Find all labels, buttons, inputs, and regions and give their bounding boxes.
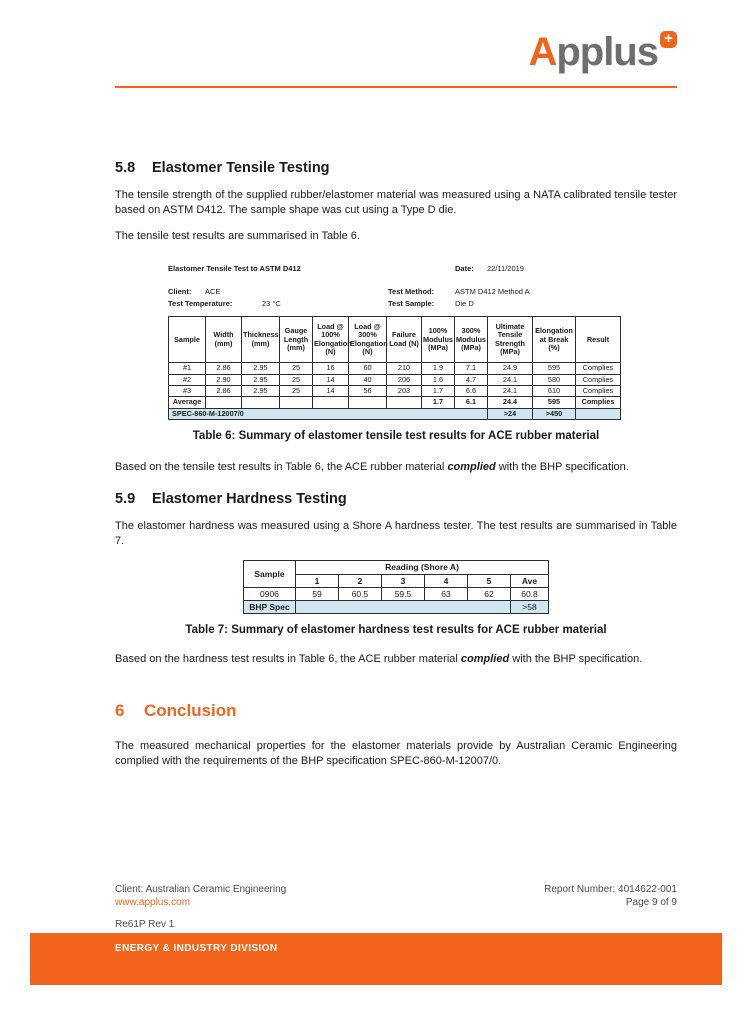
cell: 1.6 <box>422 374 455 385</box>
page-number: Page 9 of 9 <box>625 897 677 908</box>
col-header: Ultimate Tensile Strength (MPa) <box>488 317 533 363</box>
cell <box>242 397 280 408</box>
section-title: Elastomer Hardness Testing <box>152 490 347 507</box>
tensile-summary-paragraph: The tensile test results are summarised in Table 6. <box>115 230 360 243</box>
col-header: Load @ 100% Elongation (N) <box>313 317 349 363</box>
tensile-result-paragraph <box>115 460 677 475</box>
col-header: 3 <box>381 574 424 587</box>
cell: 0906 <box>243 587 295 600</box>
cell: #3 <box>169 385 206 396</box>
page-footer <box>115 883 677 930</box>
cell: 1.9 <box>422 363 455 374</box>
cell: 24.1 <box>488 374 533 385</box>
cell: 610 <box>533 385 576 396</box>
col-header: 4 <box>424 574 467 587</box>
cell: Complies <box>576 363 621 374</box>
logo-rest: pplus <box>556 30 658 74</box>
col-header: Ave <box>510 574 548 587</box>
cell: 40 <box>349 374 387 385</box>
cell: 59 <box>295 587 338 600</box>
cell: Complies <box>576 397 621 408</box>
hardness-results-table <box>243 560 549 614</box>
col-header: 2 <box>338 574 381 587</box>
col-header: Thickness (mm) <box>242 317 280 363</box>
report-number: Report Number: 4014622-001 <box>544 884 677 895</box>
hardness-result-paragraph <box>115 652 677 667</box>
cell <box>349 397 387 408</box>
cell: 2.90 <box>206 374 242 385</box>
col-header: Width (mm) <box>206 317 242 363</box>
table-row <box>243 587 548 600</box>
applus-logo-text <box>528 30 658 74</box>
cell: 6.6 <box>455 385 488 396</box>
col-header: Load @ 300% Elongation (N) <box>349 317 387 363</box>
cell: 24.1 <box>488 385 533 396</box>
cell: Average <box>169 397 206 408</box>
text: with the BHP specification. <box>509 653 643 666</box>
cell: 1.7 <box>422 397 455 408</box>
cell: 62 <box>467 587 510 600</box>
spec-ave: >58 <box>510 600 548 613</box>
cell: 6.1 <box>455 397 488 408</box>
bhp-spec-row <box>243 600 548 613</box>
cell: Complies <box>576 385 621 396</box>
test-temperature-label: Test Temperature: <box>168 299 233 309</box>
spec-row <box>169 408 621 419</box>
sample-header: Sample <box>243 561 295 587</box>
plus-badge-icon: + <box>660 31 677 48</box>
cell: Complies <box>576 374 621 385</box>
spec-result <box>576 408 621 419</box>
cell: 25 <box>280 363 313 374</box>
cell: 2.95 <box>242 385 280 396</box>
cell <box>387 397 422 408</box>
tensile-results-table <box>168 316 621 420</box>
col-header: Elongation at Break (%) <box>533 317 576 363</box>
division-banner: ENERGY & INDUSTRY DIVISION <box>30 933 722 985</box>
cell: 4.7 <box>455 374 488 385</box>
test-temperature-value: 23 °C <box>262 299 281 309</box>
cell: 25 <box>280 385 313 396</box>
cell <box>280 397 313 408</box>
page-header <box>115 0 677 88</box>
section-number: 6 <box>115 700 125 720</box>
test-method-value: ASTM D412 Method A <box>455 287 530 297</box>
cell: 7.1 <box>455 363 488 374</box>
table-row <box>169 385 621 396</box>
applus-url-link[interactable]: www.applus.com <box>115 897 191 908</box>
spec-label: BHP Spec <box>243 600 295 613</box>
col-header: Result <box>576 317 621 363</box>
client-value: ACE <box>205 287 221 297</box>
section-title: Conclusion <box>144 700 237 720</box>
cell: 56 <box>349 385 387 396</box>
section-6-heading <box>115 701 677 721</box>
test-sample-value: Die D <box>455 299 474 309</box>
cell: 210 <box>387 363 422 374</box>
table7-caption: Table 7: Summary of elastomer hardness test results for ACE rubber material <box>185 624 607 637</box>
section-5-9-heading <box>115 491 677 507</box>
cell: 580 <box>533 374 576 385</box>
client-label: Client: <box>168 287 192 297</box>
text: Based on the hardness test results in Table 6, the ACE rubber material <box>115 653 461 666</box>
date-label: Date: <box>455 264 474 274</box>
col-header: Gauge Length (mm) <box>280 317 313 363</box>
cell: 24.4 <box>488 397 533 408</box>
table-row <box>169 374 621 385</box>
col-header: 300% Modulus (MPa) <box>455 317 488 363</box>
tensile-meta-row-1 <box>168 264 620 276</box>
cell: 2.95 <box>242 374 280 385</box>
emphasized-word: complied <box>447 461 496 474</box>
spec-uts: >24 <box>488 408 533 419</box>
cell: 2.86 <box>206 363 242 374</box>
applus-logo <box>115 24 677 80</box>
col-header: Sample <box>169 317 206 363</box>
spec-blank <box>295 600 510 613</box>
reading-group-header: Reading (Shore A) <box>295 561 548 574</box>
col-header: Failure Load (N) <box>387 317 422 363</box>
cell: 16 <box>313 363 349 374</box>
cell: 59.5 <box>381 587 424 600</box>
tensile-meta-title: Elastomer Tensile Test to ASTM D412 <box>168 264 301 274</box>
tensile-header-row <box>169 317 621 363</box>
date-value: 22/11/2019 <box>487 264 524 274</box>
cell: 25 <box>280 374 313 385</box>
cell: 60.5 <box>338 587 381 600</box>
conclusion-paragraph: The measured mechanical properties for the elastomer materials provide by Australian Ceramic Engineering complied with the requirements of the BHP specification SPEC-860-M-12007/0. <box>115 739 677 767</box>
cell <box>313 397 349 408</box>
emphasized-word: complied <box>460 653 510 666</box>
cell: 14 <box>313 374 349 385</box>
cell: 595 <box>533 397 576 408</box>
revision-label: Re61P Rev 1 <box>115 919 175 930</box>
section-number: 5.9 <box>115 490 136 507</box>
cell: 2.95 <box>242 363 280 374</box>
section-number: 5.8 <box>115 160 136 176</box>
cell: 60.8 <box>510 587 548 600</box>
col-header: 1 <box>295 574 338 587</box>
cell: 206 <box>387 374 422 385</box>
tensile-test-block <box>168 264 620 420</box>
text: Based on the tensile test results in Table 6, the ACE rubber material <box>115 461 448 474</box>
tensile-intro-paragraph: The tensile strength of the supplied rubber/elastomer material was measured using a NATA calibrated tensile tester based on ASTM D412. The sample shape was cut using a Type D die. <box>115 189 677 216</box>
spec-label: SPEC-860-M-12007/0 <box>169 408 488 419</box>
cell: 595 <box>533 363 576 374</box>
tensile-meta-row-3 <box>168 299 620 311</box>
section-5-8-heading <box>115 160 677 176</box>
table-row <box>169 363 621 374</box>
hardness-header-row-1 <box>243 561 548 574</box>
test-method-label: Test Method: <box>388 287 435 297</box>
spec-elongation: >450 <box>533 408 576 419</box>
col-header: 100% Modulus (MPa) <box>422 317 455 363</box>
col-header: 5 <box>467 574 510 587</box>
cell: #2 <box>169 374 206 385</box>
footer-left <box>115 883 286 909</box>
section-title: Elastomer Tensile Testing <box>152 160 330 176</box>
cell: 63 <box>424 587 467 600</box>
test-sample-label: Test Sample: <box>388 299 435 309</box>
cell <box>206 397 242 408</box>
average-row <box>169 397 621 408</box>
footer-right <box>544 883 677 909</box>
cell: #1 <box>169 363 206 374</box>
cell: 1.7 <box>422 385 455 396</box>
cell: 24.9 <box>488 363 533 374</box>
tensile-meta-row-2 <box>168 287 620 299</box>
cell: 14 <box>313 385 349 396</box>
cell: 60 <box>349 363 387 374</box>
table6-caption: Table 6: Summary of elastomer tensile test results for ACE rubber material <box>192 430 600 443</box>
logo-letter-a: A <box>528 30 557 74</box>
hardness-intro-paragraph: The elastomer hardness was measured using a Shore A hardness tester. The test results are summarised in Table 7. <box>115 519 677 547</box>
footer-client: Client: Australian Ceramic Engineering <box>115 884 287 895</box>
cell: 2.86 <box>206 385 242 396</box>
text: with the BHP specification. <box>495 461 629 474</box>
cell: 203 <box>387 385 422 396</box>
